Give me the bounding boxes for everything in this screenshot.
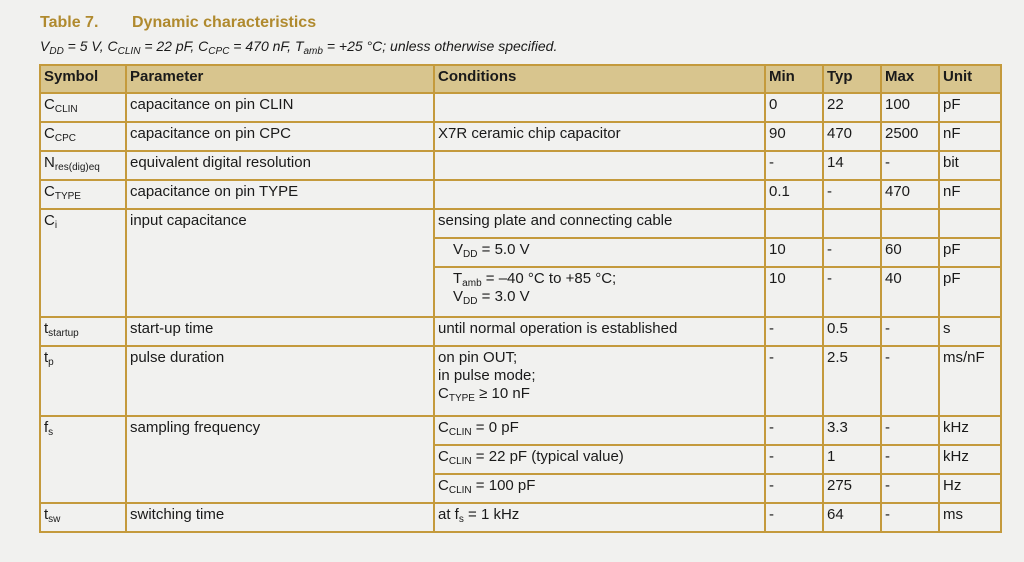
symbol-main: C <box>44 96 55 113</box>
cond-symbol: V <box>453 241 464 258</box>
table-number: Table 7. <box>40 14 99 31</box>
min-cell: - <box>765 503 823 532</box>
unit-cell: ms <box>939 503 1001 532</box>
dynamic-characteristics-table <box>39 64 1002 533</box>
cond-value: = 5.0 V <box>477 241 530 258</box>
cond-subscript: CLIN <box>448 485 472 496</box>
typ-cell: 275 <box>823 474 881 503</box>
min-cell: 10 <box>765 267 823 317</box>
table-row <box>40 317 1001 346</box>
symbol-cell <box>40 93 126 122</box>
symbol-main: C <box>44 212 55 229</box>
symbol-cell <box>40 180 126 209</box>
parameter-cell: pulse duration <box>126 346 434 416</box>
unit-cell: pF <box>939 93 1001 122</box>
min-cell: - <box>765 346 823 416</box>
min-cell: - <box>765 151 823 180</box>
cond-symbol: C <box>438 448 449 465</box>
unit-cell: bit <box>939 151 1001 180</box>
symbol-main: C <box>44 183 55 200</box>
conditions-cell <box>434 503 765 532</box>
cond-line: in pulse mode; <box>438 367 536 384</box>
cond-line <box>453 270 760 288</box>
parameter-cell: equivalent digital resolution <box>126 151 434 180</box>
typ-cell: - <box>823 180 881 209</box>
header-conditions: Conditions <box>434 65 765 93</box>
cond-line: on pin OUT; <box>438 349 518 366</box>
parameter-cell: sampling frequency <box>126 416 434 503</box>
symbol-cell <box>40 122 126 151</box>
symbol-cell <box>40 416 126 503</box>
typ-cell: 14 <box>823 151 881 180</box>
unit-cell: nF <box>939 180 1001 209</box>
unit-cell: nF <box>939 122 1001 151</box>
cclin-value: = 22 pF, <box>140 38 199 54</box>
parameter-cell: capacitance on pin TYPE <box>126 180 434 209</box>
typ-cell: - <box>823 238 881 267</box>
max-cell <box>881 209 939 238</box>
header-symbol: Symbol <box>40 65 126 93</box>
max-cell: 2500 <box>881 122 939 151</box>
unit-cell: Hz <box>939 474 1001 503</box>
typ-cell: - <box>823 267 881 317</box>
vdd-value: = 5 V, <box>63 38 108 54</box>
symbol-main: C <box>44 125 55 142</box>
conditions-cell <box>434 93 765 122</box>
cond-symbol: C <box>438 477 449 494</box>
typ-cell: 1 <box>823 445 881 474</box>
parameter-cell: capacitance on pin CPC <box>126 122 434 151</box>
unit-cell: kHz <box>939 416 1001 445</box>
symbol-subscript: startup <box>48 328 79 339</box>
vdd-symbol: V <box>40 38 50 54</box>
symbol-subscript: sw <box>48 514 61 525</box>
max-cell: - <box>881 346 939 416</box>
cond-line <box>438 385 760 403</box>
conditions-cell: until normal operation is established <box>434 317 765 346</box>
symbol-main: t <box>44 349 49 366</box>
table-row <box>40 503 1001 532</box>
cond-subscript: DD <box>463 249 478 260</box>
typ-cell: 22 <box>823 93 881 122</box>
typ-cell: 470 <box>823 122 881 151</box>
cond-subscript: DD <box>463 296 478 307</box>
cond-symbol: C <box>438 419 449 436</box>
max-cell: 60 <box>881 238 939 267</box>
conditions-cell <box>434 151 765 180</box>
cond-symbol: C <box>438 385 449 402</box>
conditions-cell <box>434 474 765 503</box>
table-row <box>40 416 1001 445</box>
typ-cell: 3.3 <box>823 416 881 445</box>
ccpc-subscript: CPC <box>208 46 230 57</box>
cond-subscript: TYPE <box>448 393 475 404</box>
cond-value: = 22 pF (typical value) <box>471 448 624 465</box>
cclin-subscript: CLIN <box>117 46 141 57</box>
table-caption <box>40 14 316 32</box>
max-cell: - <box>881 445 939 474</box>
max-cell: 470 <box>881 180 939 209</box>
header-max: Max <box>881 65 939 93</box>
unit-cell: ms/nF <box>939 346 1001 416</box>
symbol-main: t <box>44 320 49 337</box>
tamb-value: = +25 °C; unless otherwise specified. <box>322 38 558 54</box>
symbol-cell <box>40 209 126 317</box>
header-parameter: Parameter <box>126 65 434 93</box>
cond-value: = 0 pF <box>471 419 519 436</box>
table-row <box>40 180 1001 209</box>
conditions-cell <box>434 416 765 445</box>
cond-subscript: CLIN <box>448 427 472 438</box>
symbol-subscript: p <box>48 357 54 368</box>
conditions-cell <box>434 267 765 317</box>
symbol-main: f <box>44 419 49 436</box>
cond-symbol: V <box>453 288 464 305</box>
conditions-cell <box>434 445 765 474</box>
symbol-main: t <box>44 506 49 523</box>
typ-cell: 2.5 <box>823 346 881 416</box>
conditions-cell <box>434 346 765 416</box>
table-subcaption <box>40 38 558 57</box>
tamb-symbol: T <box>294 38 304 54</box>
min-cell: - <box>765 317 823 346</box>
ccpc-value: = 470 nF, <box>229 38 295 54</box>
cond-symbol: T <box>453 270 463 287</box>
table-row <box>40 122 1001 151</box>
cond-value: = 3.0 V <box>477 288 530 305</box>
symbol-cell <box>40 346 126 416</box>
conditions-cell: sensing plate and connecting cable <box>434 209 765 238</box>
table-title: Dynamic characteristics <box>132 14 317 31</box>
header-row <box>40 65 1001 93</box>
symbol-cell <box>40 151 126 180</box>
parameter-cell: input capacitance <box>126 209 434 317</box>
max-cell: - <box>881 317 939 346</box>
min-cell: - <box>765 445 823 474</box>
unit-cell <box>939 209 1001 238</box>
table-row <box>40 93 1001 122</box>
cond-symbol: at f <box>438 506 459 523</box>
symbol-subscript: res(dig)eq <box>54 162 100 173</box>
min-cell <box>765 209 823 238</box>
min-cell: - <box>765 474 823 503</box>
conditions-cell <box>434 180 765 209</box>
typ-cell: 0.5 <box>823 317 881 346</box>
unit-cell: pF <box>939 238 1001 267</box>
cond-value: = 100 pF <box>471 477 536 494</box>
cond-subscript: CLIN <box>448 456 472 467</box>
max-cell: - <box>881 474 939 503</box>
symbol-subscript: i <box>54 220 58 231</box>
min-cell: 90 <box>765 122 823 151</box>
parameter-cell: capacitance on pin CLIN <box>126 93 434 122</box>
ccpc-symbol: C <box>198 38 209 54</box>
table-row <box>40 346 1001 416</box>
min-cell: 0 <box>765 93 823 122</box>
max-cell: 40 <box>881 267 939 317</box>
cond-subscript: s <box>458 514 464 525</box>
typ-cell <box>823 209 881 238</box>
max-cell: - <box>881 503 939 532</box>
tamb-subscript: amb <box>303 46 323 57</box>
min-cell: 10 <box>765 238 823 267</box>
cond-value: = 1 kHz <box>463 506 520 523</box>
header-unit: Unit <box>939 65 1001 93</box>
cond-value: ≥ 10 nF <box>474 385 530 402</box>
cond-value: = –40 °C to +85 °C; <box>481 270 617 287</box>
symbol-cell <box>40 503 126 532</box>
parameter-cell: start-up time <box>126 317 434 346</box>
cclin-symbol: C <box>107 38 118 54</box>
header-typ: Typ <box>823 65 881 93</box>
vdd-subscript: DD <box>49 46 64 57</box>
header-min: Min <box>765 65 823 93</box>
max-cell: - <box>881 416 939 445</box>
symbol-subscript: TYPE <box>54 191 81 202</box>
max-cell: - <box>881 151 939 180</box>
symbol-cell <box>40 317 126 346</box>
conditions-cell <box>434 238 765 267</box>
table-row <box>40 209 1001 238</box>
unit-cell: pF <box>939 267 1001 317</box>
min-cell: - <box>765 416 823 445</box>
unit-cell: kHz <box>939 445 1001 474</box>
parameter-cell: switching time <box>126 503 434 532</box>
symbol-subscript: CPC <box>54 133 76 144</box>
min-cell: 0.1 <box>765 180 823 209</box>
table-row <box>40 151 1001 180</box>
conditions-cell: X7R ceramic chip capacitor <box>434 122 765 151</box>
symbol-subscript: CLIN <box>54 104 78 115</box>
typ-cell: 64 <box>823 503 881 532</box>
symbol-main: N <box>44 154 55 171</box>
unit-cell: s <box>939 317 1001 346</box>
max-cell: 100 <box>881 93 939 122</box>
cond-line <box>453 288 760 306</box>
cond-subscript: amb <box>462 278 482 289</box>
symbol-subscript: s <box>48 427 54 438</box>
